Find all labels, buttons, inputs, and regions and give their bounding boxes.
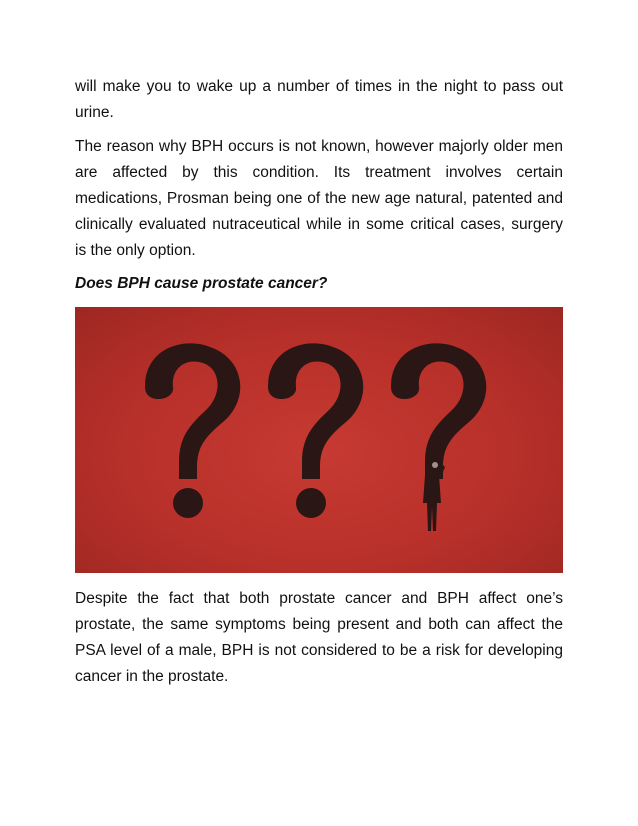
question-mark-middle-icon <box>268 343 363 518</box>
question-mark-left-icon <box>145 343 240 518</box>
document-page <box>75 74 563 706</box>
paragraph-3: Despite the fact that both prostate cancer and BPH affect one’s prostate, the same symptoms being present and both can affect the PSA level of a male, BPH is not considered to be a risk for developing cancer in the prostate. <box>75 590 563 685</box>
paragraph-1: will make you to wake up a number of times in the night to pass out urine. <box>75 78 563 121</box>
paragraph-2: The reason why BPH occurs is not known, however majorly older men are affected by this condition. Its treatment involves certain medications, Prosman being one of the new age natural, patented and clinically evaluated nutraceutical while in some critical cases, surgery is the only option. <box>75 138 563 259</box>
question-mark-right-icon <box>391 343 486 479</box>
question-marks-image <box>75 307 563 573</box>
section-heading: Does BPH cause prostate cancer? <box>75 275 328 292</box>
